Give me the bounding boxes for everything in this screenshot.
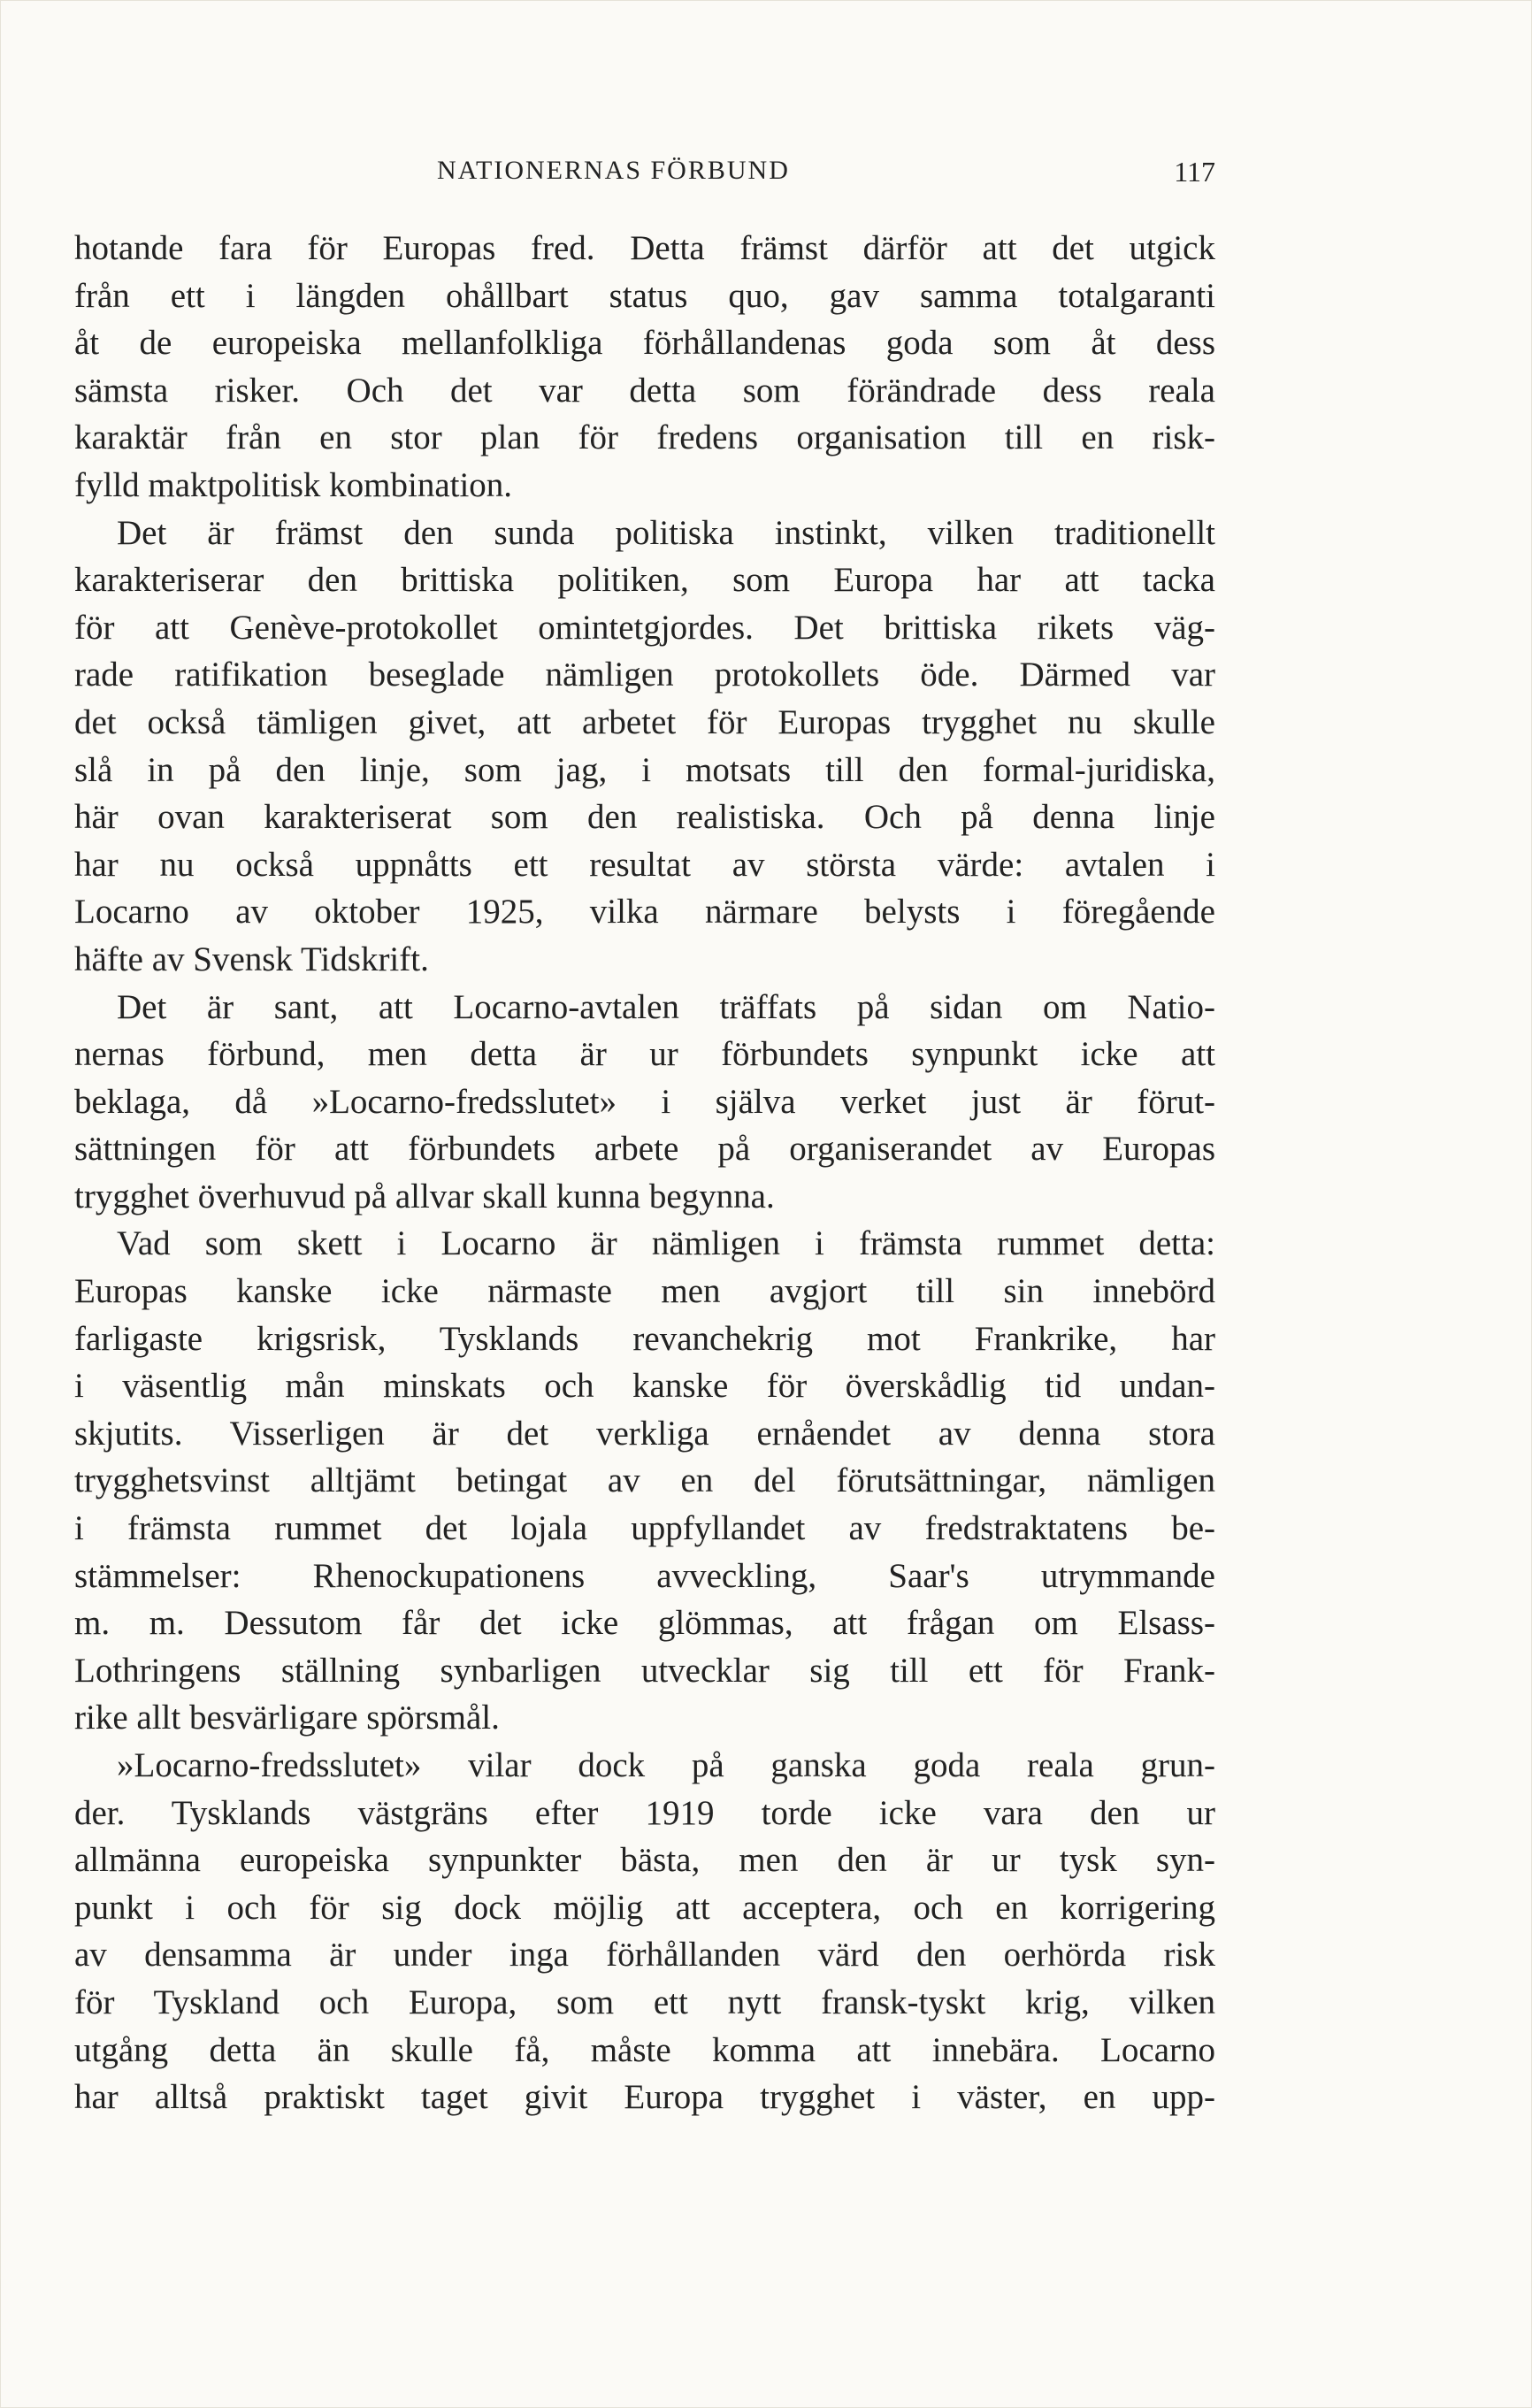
text-line: sättningen för att förbundets arbete på organiserandet av Europas — [74, 1130, 1215, 1169]
text-line: i väsentlig mån minskats och kanske för överskådlig tid undan- — [74, 1367, 1215, 1406]
text-line: här ovan karakteriserat som den realistiska. Och på denna linje — [74, 798, 1215, 837]
paragraph-start-line: Vad som skett i Locarno är nämligen i främsta rummet detta: — [117, 1224, 1215, 1263]
text-line: farligaste krigsrisk, Tysklands revanchekrig mot Frankrike, har — [74, 1319, 1215, 1358]
text-line: trygghetsvinst alltjämt betingat av en del förutsättningar, nämligen — [74, 1461, 1215, 1500]
text-line: hotande fara för Europas fred. Detta främst därför att det utgick — [74, 229, 1215, 267]
text-line: stämmelser: Rhenockupationens avveckling, Saar's utrymmande — [74, 1556, 1215, 1595]
text-line: utgång detta än skulle få, måste komma att innebära. Locarno — [74, 2030, 1215, 2069]
text-line: slå in på den linje, som jag, i motsats till den formal-juridiska, — [74, 750, 1215, 789]
text-line: beklaga, då »Locarno-fredsslutet» i själva verket just är förut- — [74, 1082, 1215, 1121]
text-line: Europas kanske icke närmaste men avgjort till sin innebörd — [74, 1272, 1215, 1311]
paragraph-start-line: »Locarno-fredsslutet» vilar dock på ganska goda reala grun- — [117, 1746, 1215, 1784]
text-line: Lothringens ställning synbarligen utvecklar sig till ett för Frank- — [74, 1651, 1215, 1690]
text-line: har alltså praktiskt taget givit Europa trygghet i väster, en upp- — [74, 2078, 1215, 2117]
text-line: har nu också uppnåtts ett resultat av största värde: avtalen i — [74, 845, 1215, 884]
text-line: allmänna europeiska synpunkter bästa, men den är ur tysk syn- — [74, 1841, 1215, 1880]
text-line: åt de europeiska mellanfolkliga förhållandenas goda som åt dess — [74, 324, 1215, 363]
text-line: trygghet överhuvud på allvar skall kunna begynna. — [74, 1177, 775, 1216]
text-line: för att Genève-protokollet omintetgjordes. Det brittiska rikets väg- — [74, 608, 1215, 647]
text-line: punkt i och för sig dock möjlig att acceptera, och en korrigering — [74, 1888, 1215, 1927]
text-line: nernas förbund, men detta är ur förbundets synpunkt icke att — [74, 1035, 1215, 1074]
text-line: häfte av Svensk Tidskrift. — [74, 939, 429, 978]
text-line: från ett i längden ohållbart status quo, gav samma totalgaranti — [74, 276, 1215, 315]
paragraph-start-line: Det är främst den sunda politiska instinkt, vilken traditionellt — [117, 513, 1215, 552]
text-line: skjutits. Visserligen är det verkliga ernåendet av denna stora — [74, 1414, 1215, 1453]
paragraph-start-line: Det är sant, att Locarno-avtalen träffats på sidan om Natio- — [117, 987, 1215, 1026]
page-header — [74, 152, 1215, 196]
text-line: sämsta risker. Och det var detta som förändrade dess reala — [74, 371, 1215, 410]
text-line: Locarno av oktober 1925, vilka närmare belysts i föregående — [74, 893, 1215, 932]
text-line: för Tyskland och Europa, som ett nytt fransk-tyskt krig, vilken — [74, 1982, 1215, 2021]
text-line: rade ratifikation beseglade nämligen protokollets öde. Därmed var — [74, 656, 1215, 694]
text-line: av densamma är under inga förhållanden värd den oerhörda risk — [74, 1936, 1215, 1975]
page-number: 117 — [1174, 156, 1215, 188]
body-text — [74, 225, 1215, 2121]
text-line: m. m. Dessutom får det icke glömmas, att frågan om Elsass- — [74, 1604, 1215, 1643]
text-line: rike allt besvärligare spörsmål. — [74, 1699, 500, 1737]
running-title: NATIONERNAS FÖRBUND — [437, 156, 790, 185]
text-line: karaktär från en stor plan för fredens organisation till en risk- — [74, 418, 1215, 457]
text-line: fylld maktpolitisk kombination. — [74, 465, 513, 504]
text-line: der. Tysklands västgräns efter 1919 torde icke vara den ur — [74, 1793, 1215, 1832]
text-line: karakteriserar den brittiska politiken, som Europa har att tacka — [74, 561, 1215, 600]
text-line: i främsta rummet det lojala uppfyllandet av fredstraktatens be- — [74, 1509, 1215, 1548]
text-line: det också tämligen givet, att arbetet för Europas trygghet nu skulle — [74, 702, 1215, 741]
